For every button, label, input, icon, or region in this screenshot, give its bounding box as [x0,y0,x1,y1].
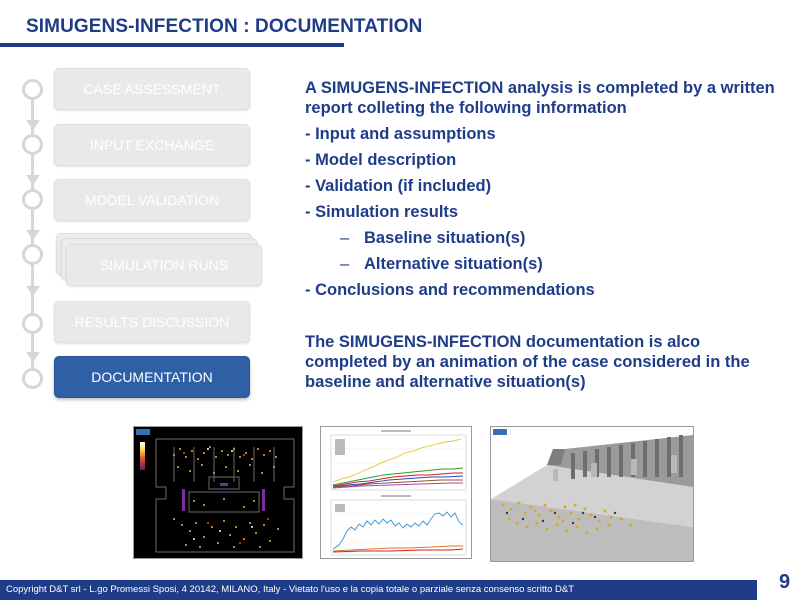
step-results-discussion[interactable] [54,301,250,343]
timeline-node-5 [22,313,43,334]
timeline-node-1 [22,79,43,100]
list-item: - Model description [305,151,457,169]
timeline-arrow-3 [26,230,40,240]
animation-paragraph: The SIMUGENS-INFECTION documentation is alco completed by an animation of the case considered in the baseline and alternative situation(s) [305,333,750,391]
timeline-arrow-1 [26,120,40,130]
sub-item-label: Baseline situation(s) [364,229,526,247]
timeline-arrow-4 [26,286,40,296]
step-simulation-runs[interactable] [66,244,262,286]
simulation-charts-screenshot [320,426,472,559]
list-item: - Conclusions and recommendations [305,281,595,299]
intro-paragraph: A SIMUGENS-INFECTION analysis is completed by a written report colleting the following information [305,79,775,117]
timeline-node-6 [22,368,43,389]
step-model-validation[interactable] [54,179,250,221]
list-item: - Validation (if included) [305,177,492,195]
title-underline [0,43,344,47]
step-label: SIMULATION RUNS [99,257,229,273]
content-body [305,78,775,392]
list-item: - Input and assumptions [305,125,496,143]
step-documentation[interactable] [54,356,250,398]
page-number: 9 [779,571,791,593]
page-title: SIMUGENS-INFECTION : DOCUMENTATION [26,16,423,37]
step-label: MODEL VALIDATION [84,192,220,208]
step-label: RESULTS DISCUSSION [74,314,230,330]
process-timeline [20,70,260,400]
simulation-3d-screenshot [490,426,694,562]
simulation-heatmap-screenshot [133,426,303,559]
step-label: DOCUMENTATION [91,369,213,385]
dash-bullet: – [340,229,350,247]
footer-copyright: Copyright D&T srl - L.go Promessi Sposi, 4 20142, MILANO, Italy - Vietato l'uso e la copia totale o parziale senza consenso scritto D&T [0,580,757,600]
step-label: INPUT EXCHANGE [89,137,215,153]
sub-list-item [305,254,775,274]
dash-bullet: – [340,255,350,273]
timeline-arrow-2 [26,175,40,185]
timeline-arrow-5 [26,352,40,362]
list-item: - Simulation results [305,203,459,221]
timeline-node-3 [22,189,43,210]
sub-list-item [305,228,775,248]
timeline-node-4 [22,244,43,265]
sub-item-label: Alternative situation(s) [364,255,543,273]
timeline-node-2 [22,134,43,155]
step-case-assessment[interactable] [54,68,250,110]
step-label: CASE ASSESSMENT [83,81,221,97]
step-input-exchange[interactable] [54,124,250,166]
